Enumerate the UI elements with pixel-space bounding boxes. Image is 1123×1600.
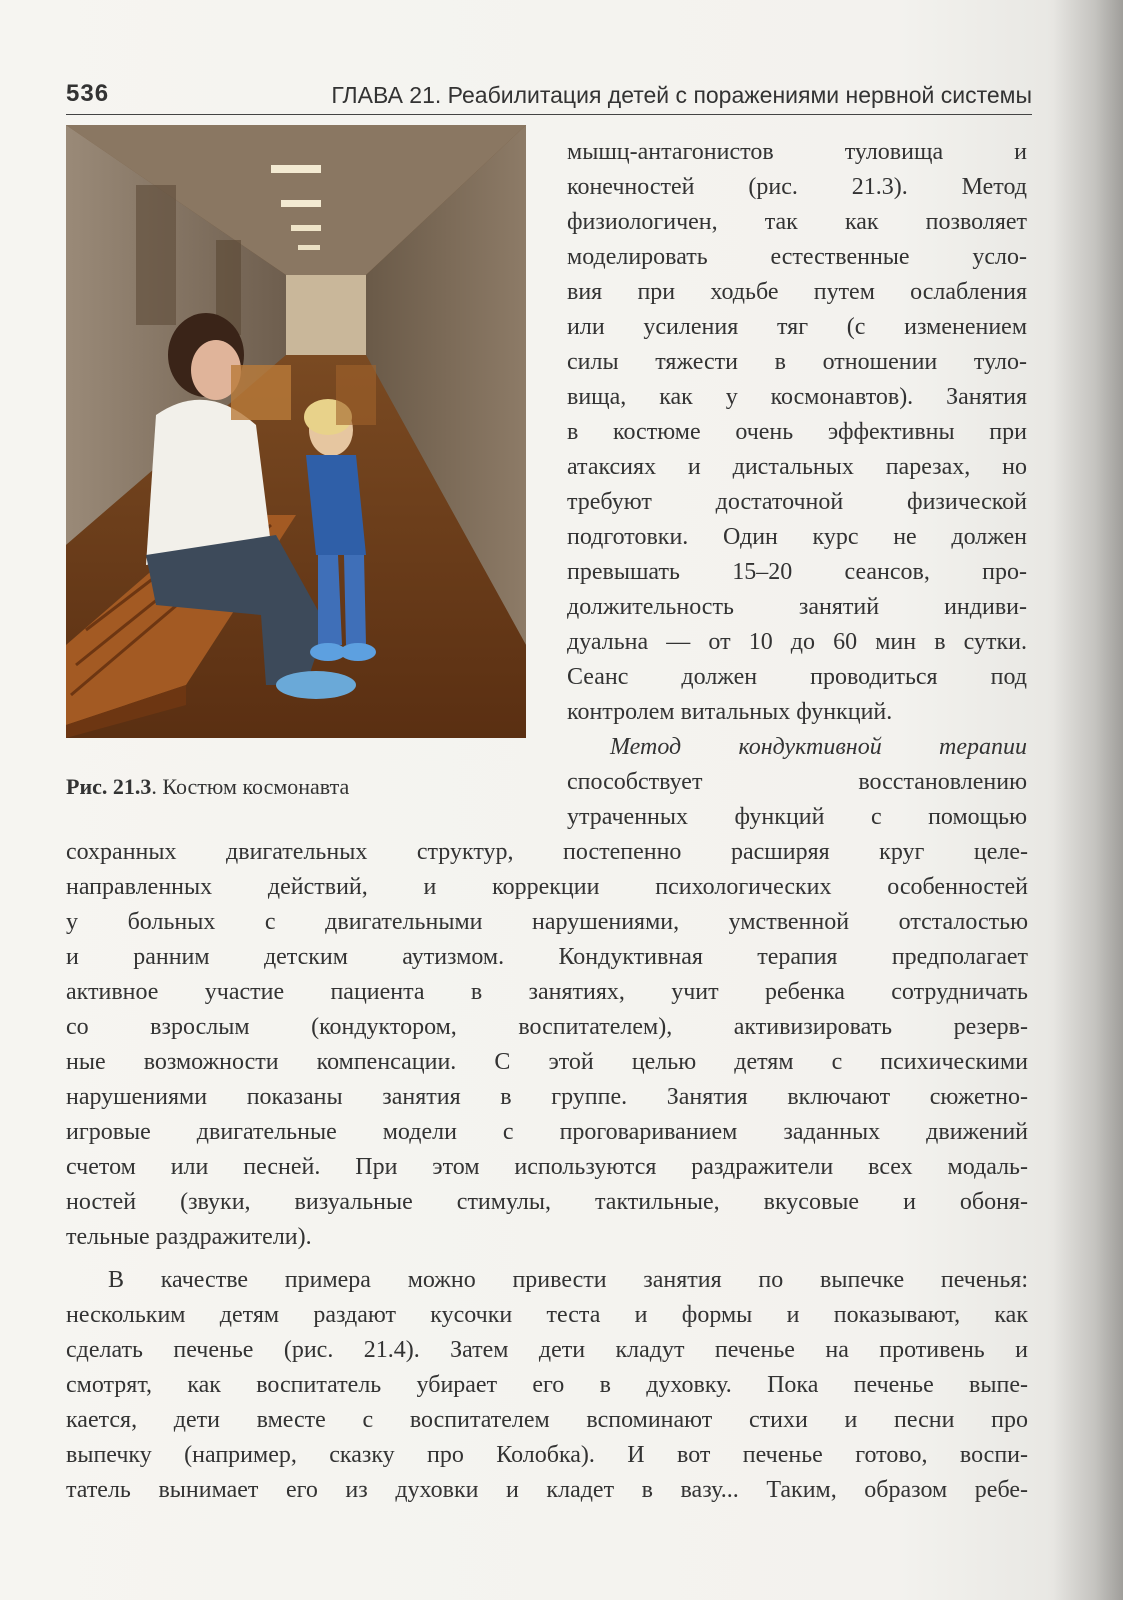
text-line: активное участие пациента в занятиях, учит ребенка сотрудничать [66, 979, 1028, 1005]
chapter-title: ГЛАВА 21. Реабилитация детей с поражениями нервной системы [331, 82, 1032, 108]
text-line: моделировать естественные усло- [567, 244, 1027, 270]
page-number: 536 [66, 80, 110, 107]
text-line: дуальна — от 10 до 60 мин в сутки. [567, 629, 1027, 655]
text-line: должительность занятий индиви- [567, 594, 1027, 620]
text-line: нескольким детям раздают кусочки теста и формы и показывают, как [66, 1302, 1028, 1328]
text-line: мышц-антагонистов туловища и [567, 139, 1027, 165]
running-header [66, 80, 1032, 115]
text-line: превышать 15–20 сеансов, про- [567, 559, 1027, 585]
corridor-photo [66, 125, 526, 738]
text-line: сделать печенье (рис. 21.4). Затем дети кладут печенье на противень и [66, 1337, 1028, 1363]
text-line: способствует восстановлению [567, 769, 1027, 795]
text-line: татель вынимает его из духовки и кладет в вазу... Таким, образом ребе- [66, 1477, 1028, 1503]
text-line: направленных действий, и коррекции психологических особенностей [66, 874, 1028, 900]
text-line: и ранним детским аутизмом. Кондуктивная терапия предполагает [66, 944, 1028, 970]
page-gutter-shadow [1053, 0, 1123, 1600]
figure-caption [66, 774, 349, 800]
text-line: сохранных двигательных структур, постепенно расширяя круг целе- [66, 839, 1028, 865]
text-line: подготовки. Один курс не должен [567, 524, 1027, 550]
text-line: у больных с двигательными нарушениями, умственной отсталостью [66, 909, 1028, 935]
figure-photo [66, 125, 526, 738]
text-line: физиологичен, так как позволяет [567, 209, 1027, 235]
text-line: игровые двигательные модели с проговариванием заданных движений [66, 1119, 1028, 1145]
text-line: кается, дети вместе с воспитателем вспоминают стихи и песни про [66, 1407, 1028, 1433]
text-line: смотрят, как воспитатель убирает его в духовку. Пока печенье выпе- [66, 1372, 1028, 1398]
text-line: силы тяжести в отношении туло- [567, 349, 1027, 375]
text-line: ностей (звуки, визуальные стимулы, тактильные, вкусовые и обоня- [66, 1189, 1028, 1215]
text-line: счетом или песней. При этом используются раздражители всех модаль- [66, 1154, 1028, 1180]
text-line: утраченных функций с помощью [567, 804, 1027, 830]
text-line: выпечку (например, сказку про Колобка). И вот печенье готово, воспи- [66, 1442, 1028, 1468]
text-line: атаксиях и дистальных парезах, но [567, 454, 1027, 480]
figure-label: Рис. 21.3 [66, 774, 152, 799]
text-line: или усиления тяг (с изменением [567, 314, 1027, 340]
text-line: конечностей (рис. 21.3). Метод [567, 174, 1027, 200]
text-line-indent: В качестве примера можно привести занятия по выпечке печенья: [108, 1267, 1028, 1293]
text-line: нарушениями показаны занятия в группе. Занятия включают сюжетно- [66, 1084, 1028, 1110]
text-line: требуют достаточной физической [567, 489, 1027, 515]
figure-caption-text: . Костюм космонавта [151, 774, 350, 799]
text-line: вия при ходьбе путем ослабления [567, 279, 1027, 305]
text-line: Сеанс должен проводиться под [567, 664, 1027, 690]
text-line: ные возможности компенсации. С этой целью детям с психическими [66, 1049, 1028, 1075]
text-line: контролем витальных функций. [567, 699, 893, 725]
text-line-italic: Метод кондуктивной терапии [610, 734, 1027, 760]
text-line: тельные раздражители). [66, 1224, 312, 1250]
text-line: вища, как у космонавтов). Занятия [567, 384, 1027, 410]
text-line: в костюме очень эффективны при [567, 419, 1027, 445]
text-line: со взрослым (кондуктором, воспитателем), активизировать резерв- [66, 1014, 1028, 1040]
